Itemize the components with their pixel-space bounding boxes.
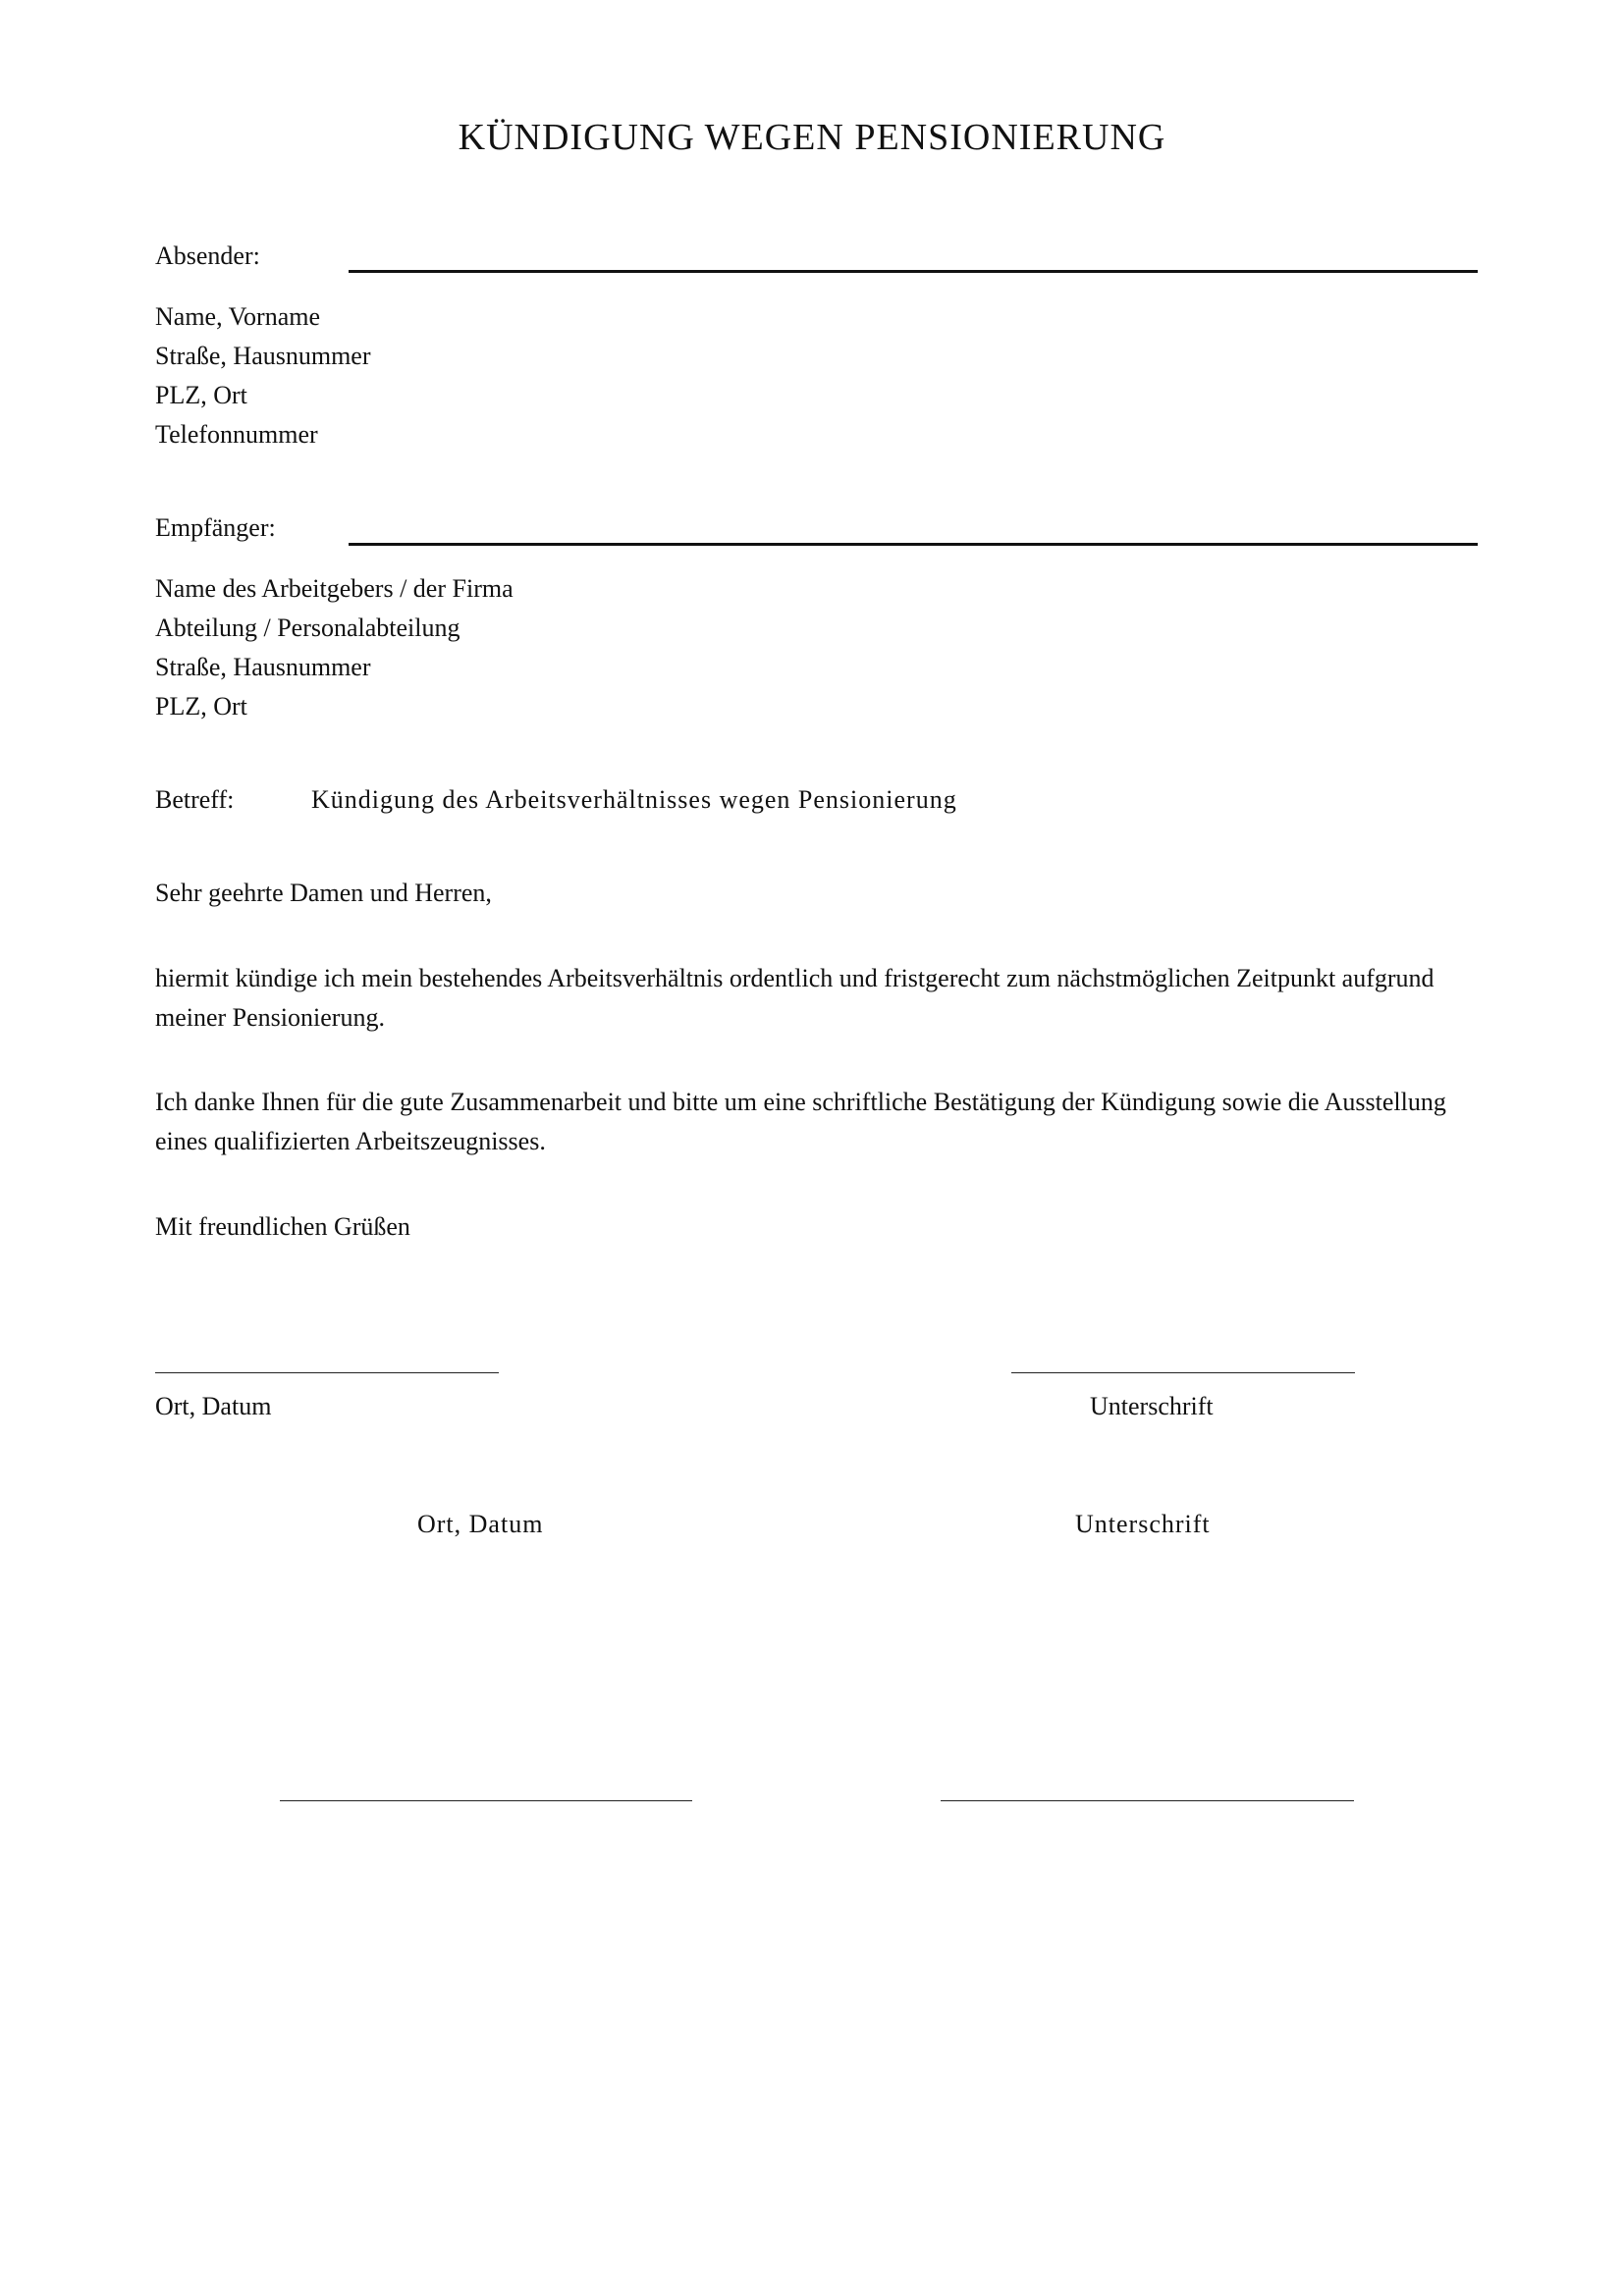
signature-label-secondary: Unterschrift — [1075, 1510, 1211, 1538]
recipient-company: Name des Arbeitgebers / der Firma — [155, 574, 514, 603]
recipient-street: Straße, Hausnummer — [155, 653, 371, 681]
recipient-address — [155, 569, 514, 726]
signature-label: Unterschrift — [1090, 1392, 1214, 1420]
recipient-department: Abteilung / Personalabteilung — [155, 614, 460, 642]
signature-line — [1011, 1372, 1355, 1373]
place-date-label: Ort, Datum — [155, 1392, 272, 1420]
sender-address — [155, 297, 371, 454]
sender-phone: Telefonnummer — [155, 420, 318, 449]
recipient-label: Empfänger: — [155, 513, 276, 542]
document-title: KÜNDIGUNG WEGEN PENSIONIERUNG — [458, 117, 1166, 158]
salutation: Sehr geehrte Damen und Herren, — [155, 879, 492, 907]
body-paragraph-1: hiermit kündige ich mein bestehendes Arbeitsverhältnis ordentlich und fristgerecht zum nächstmöglichen Zeitpunkt aufgrund meiner Pensionierung. — [155, 964, 1435, 1032]
place-date-line-secondary — [280, 1800, 692, 1801]
closing: Mit freundlichen Grüßen — [155, 1212, 410, 1241]
sender-line — [349, 270, 1478, 273]
recipient-city: PLZ, Ort — [155, 692, 247, 721]
subject-text: Kündigung des Arbeitsverhältnisses wegen Pensionierung — [311, 785, 957, 814]
sender-street: Straße, Hausnummer — [155, 342, 371, 370]
place-date-line — [155, 1372, 499, 1373]
recipient-line — [349, 543, 1478, 546]
signature-line-secondary — [941, 1800, 1354, 1801]
subject-label: Betreff: — [155, 785, 235, 814]
sender-city: PLZ, Ort — [155, 381, 247, 409]
sender-name: Name, Vorname — [155, 302, 320, 331]
sender-label: Absender: — [155, 241, 260, 270]
body-paragraph-2: Ich danke Ihnen für die gute Zusammenarbeit und bitte um eine schriftliche Bestätigung der Kündigung sowie die Ausstellung eines qualifizierten Arbeitszeugnisses. — [155, 1088, 1446, 1155]
place-date-label-secondary: Ort, Datum — [417, 1510, 544, 1538]
